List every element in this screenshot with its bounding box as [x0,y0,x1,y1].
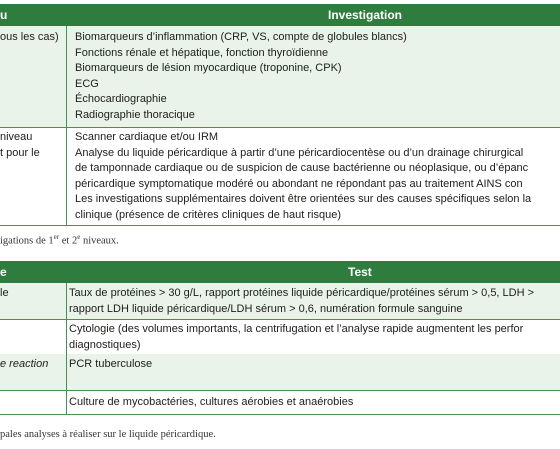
row-investigation-cell [69,127,560,225]
row-test-cell [69,354,560,390]
investigation-line: Les investigations supplémentaires doivent être orientées sur des causes spécifiques selon la [75,193,532,206]
row-category-text: niveau [0,131,33,143]
caption-text-start: igations de 1 [0,235,54,247]
investigation-line: de tamponnade cardiaque ou de suspicion de cause bactérienne ou néoplasique, ou d’épanc [75,162,529,175]
row-category-text: e reaction [0,358,49,370]
investigation-line: Échocardiographie [75,93,167,106]
investigation-line: ECG [75,77,99,90]
caption-text-mid: et 2 [59,235,78,247]
test-line: Cytologie (des volumes importants, la centrifugation et l’analyse rapide augmentent les perfor [69,323,524,335]
row-test-cell [69,283,560,319]
table-row [0,127,560,226]
test-line: diagnostiques) [69,338,141,351]
test-line: Taux de protéines > 30 g/L, rapport protéines liquide péricardique/protéines sérum > 0,5, LDH > [69,287,535,299]
caption-text-end: niveaux. [80,235,119,247]
investigation-line: Analyse du liquide péricardique à partir d’une péricardiocentèse ou d’un drainage chirurgical [75,146,524,159]
row-category-cell [0,319,67,354]
row-test-cell [69,319,560,354]
row-test-cell [69,390,560,414]
investigation-line: Biomarqueurs d’inflammation (CRP, VS, compte de globules blancs) [75,31,407,43]
row-category-cell [0,26,67,127]
header-left-label: u [0,8,8,22]
test-line: PCR tuberculose [69,358,153,370]
investigation-line: Biomarqueurs de lésion myocardique (troponine, CPK) [75,62,342,75]
investigation-line: Scanner cardiaque et/ou IRM [75,131,219,143]
table-row [0,283,560,320]
header-investigation-label: Investigation [328,8,403,22]
table-row [0,319,560,355]
test-line: Culture de mycobactéries, cultures aérobies et anaérobies [69,396,354,408]
table-caption [0,429,216,440]
test-line: rapport LDH liquide péricardique/LDH sérum > 0,6, numération formule sanguine [69,302,463,315]
row-category-text: ous les cas) [0,31,59,43]
investigation-line: Radiographie thoracique [75,108,195,121]
investigation-line: clinique (présence de critères cliniques de haut risque) [75,208,341,221]
investigation-line: Fonctions rénale et hépatique, fonction thyroïdienne [75,46,329,59]
row-category-cell [0,283,67,319]
row-investigation-cell [69,26,560,127]
table-row [0,390,560,415]
table-header [0,4,560,26]
header-left-label: e [0,265,7,279]
caption-text: pales analyses à réaliser sur le liquide péricardique. [0,429,216,440]
row-category-cell [0,354,67,390]
row-category-cell [0,390,67,414]
table-header [0,261,560,283]
row-category-cell [0,127,67,225]
row-category-text: le [0,287,9,299]
table-caption [0,233,119,247]
header-test-label: Test [348,265,372,279]
row-category-text: t pour le [0,146,40,159]
table-row [0,26,560,128]
caption-sup-first: er [53,233,60,241]
caption-sup-second: e [77,233,81,241]
investigation-line: péricardique symptomatique modéré ou abondant ne répondant pas au traitement AINS con [75,177,523,190]
table-row [0,354,560,391]
